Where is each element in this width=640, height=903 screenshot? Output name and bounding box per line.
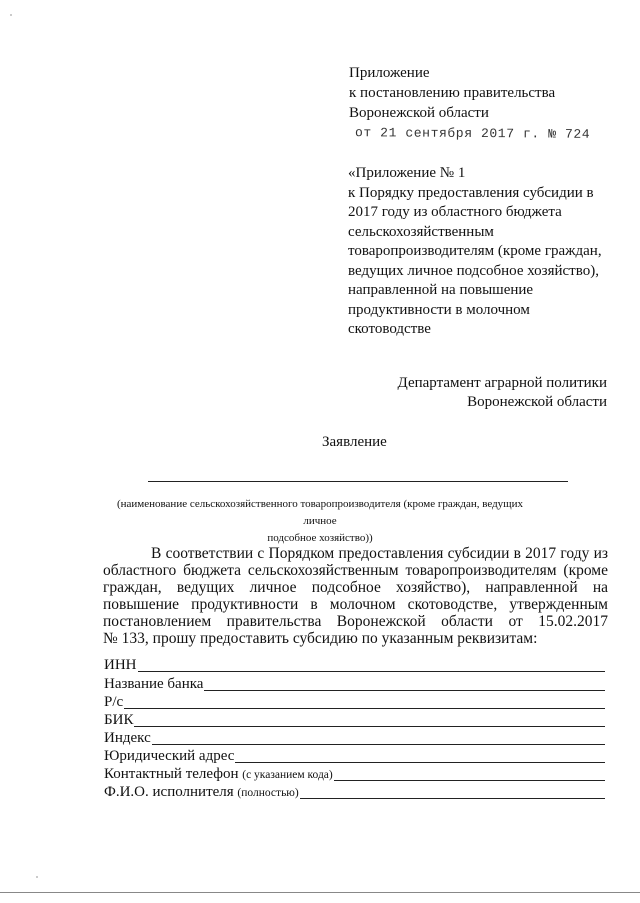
field-legal-address[interactable] — [104, 748, 605, 766]
appendix-header-line1: Приложение — [349, 65, 430, 81]
applicant-note-line1: (наименование сельскохозяйственного товаропроизводителя (кроме граждан, ведущих личное — [116, 498, 524, 527]
field-label: Индекс — [104, 730, 151, 746]
appendix-1-line: ведущих личное подсобное хозяйство), — [348, 262, 599, 279]
field-label: Контактный телефон — [104, 766, 243, 782]
field-fill-line[interactable] — [138, 671, 606, 672]
addressee-block — [398, 374, 607, 412]
field-fill-line[interactable] — [124, 708, 605, 709]
body-line: областного бюджета сельскохозяйственным товаропроизводителям (кроме — [103, 562, 608, 579]
date-number-stamp: от 21 сентября 2017 г. № 724 — [354, 125, 591, 142]
field-fill-line[interactable] — [300, 798, 605, 799]
body-line: граждан, ведущих личное подсобное хозяйство), направленной на — [103, 579, 608, 596]
appendix-1-line: «Приложение № 1 — [348, 165, 466, 181]
scan-speck — [36, 876, 38, 878]
field-fill-line[interactable] — [204, 690, 605, 691]
field-label: Р/с — [104, 694, 124, 710]
appendix-1-line: 2017 году из областного бюджета — [348, 204, 562, 220]
field-fill-line[interactable] — [334, 780, 605, 781]
field-label: Юридический адрес — [104, 748, 235, 764]
scan-speck — [10, 14, 12, 16]
document-title: Заявление — [322, 434, 387, 450]
body-line: повышение продуктивности в молочном скотоводстве, утвержденным — [103, 596, 608, 613]
appendix-1-line: сельскохозяйственным — [348, 223, 494, 240]
appendix-1-line: скотоводстве — [348, 321, 431, 337]
appendix-1-line: направленной на повышение — [348, 282, 534, 298]
applicant-note-line2: подсобное хозяйство)) — [267, 532, 373, 544]
field-bik[interactable] — [104, 712, 605, 730]
field-account[interactable] — [104, 694, 605, 712]
body-line: № 133, прошу предоставить субсидию по указанным реквизитам: — [103, 630, 538, 647]
field-note: (с указанием кода) — [242, 769, 333, 781]
field-label: ИНН — [104, 657, 137, 673]
appendix-1-line: продуктивности в молочном — [348, 301, 530, 318]
body-line: постановлением правительства Воронежской области от 15.02.2017 — [103, 613, 608, 630]
field-label: Название банка — [104, 676, 204, 692]
field-label: Ф.И.О. исполнителя — [104, 784, 238, 800]
applicant-name-note — [110, 496, 530, 547]
appendix-1-block — [348, 164, 618, 340]
field-bank-name[interactable] — [104, 676, 605, 694]
page-bottom-edge — [0, 892, 640, 893]
body-line: В соответствии с Порядком предоставления субсидии в 2017 году из — [151, 545, 608, 562]
appendix-header-line3: Воронежской области — [349, 105, 489, 121]
addressee-line1: Департамент аграрной политики — [397, 375, 607, 391]
field-fill-line[interactable] — [134, 726, 605, 727]
appendix-1-line: к Порядку предоставления субсидии в — [348, 184, 594, 201]
field-fill-line[interactable] — [152, 744, 605, 745]
field-note: (полностью) — [237, 787, 299, 799]
field-fill-line[interactable] — [235, 762, 605, 763]
field-inn[interactable] — [104, 657, 605, 675]
appendix-header-line2: к постановлению правительства — [349, 85, 556, 101]
body-paragraph — [103, 545, 608, 647]
field-executor-name[interactable] — [104, 784, 605, 802]
field-index[interactable] — [104, 730, 605, 748]
applicant-name-line — [148, 481, 568, 482]
appendix-1-line: товаропроизводителям (кроме граждан, — [348, 243, 602, 259]
field-label: БИК — [104, 712, 134, 728]
addressee-line2: Воронежской области — [467, 394, 607, 410]
field-contact-phone[interactable] — [104, 766, 605, 784]
